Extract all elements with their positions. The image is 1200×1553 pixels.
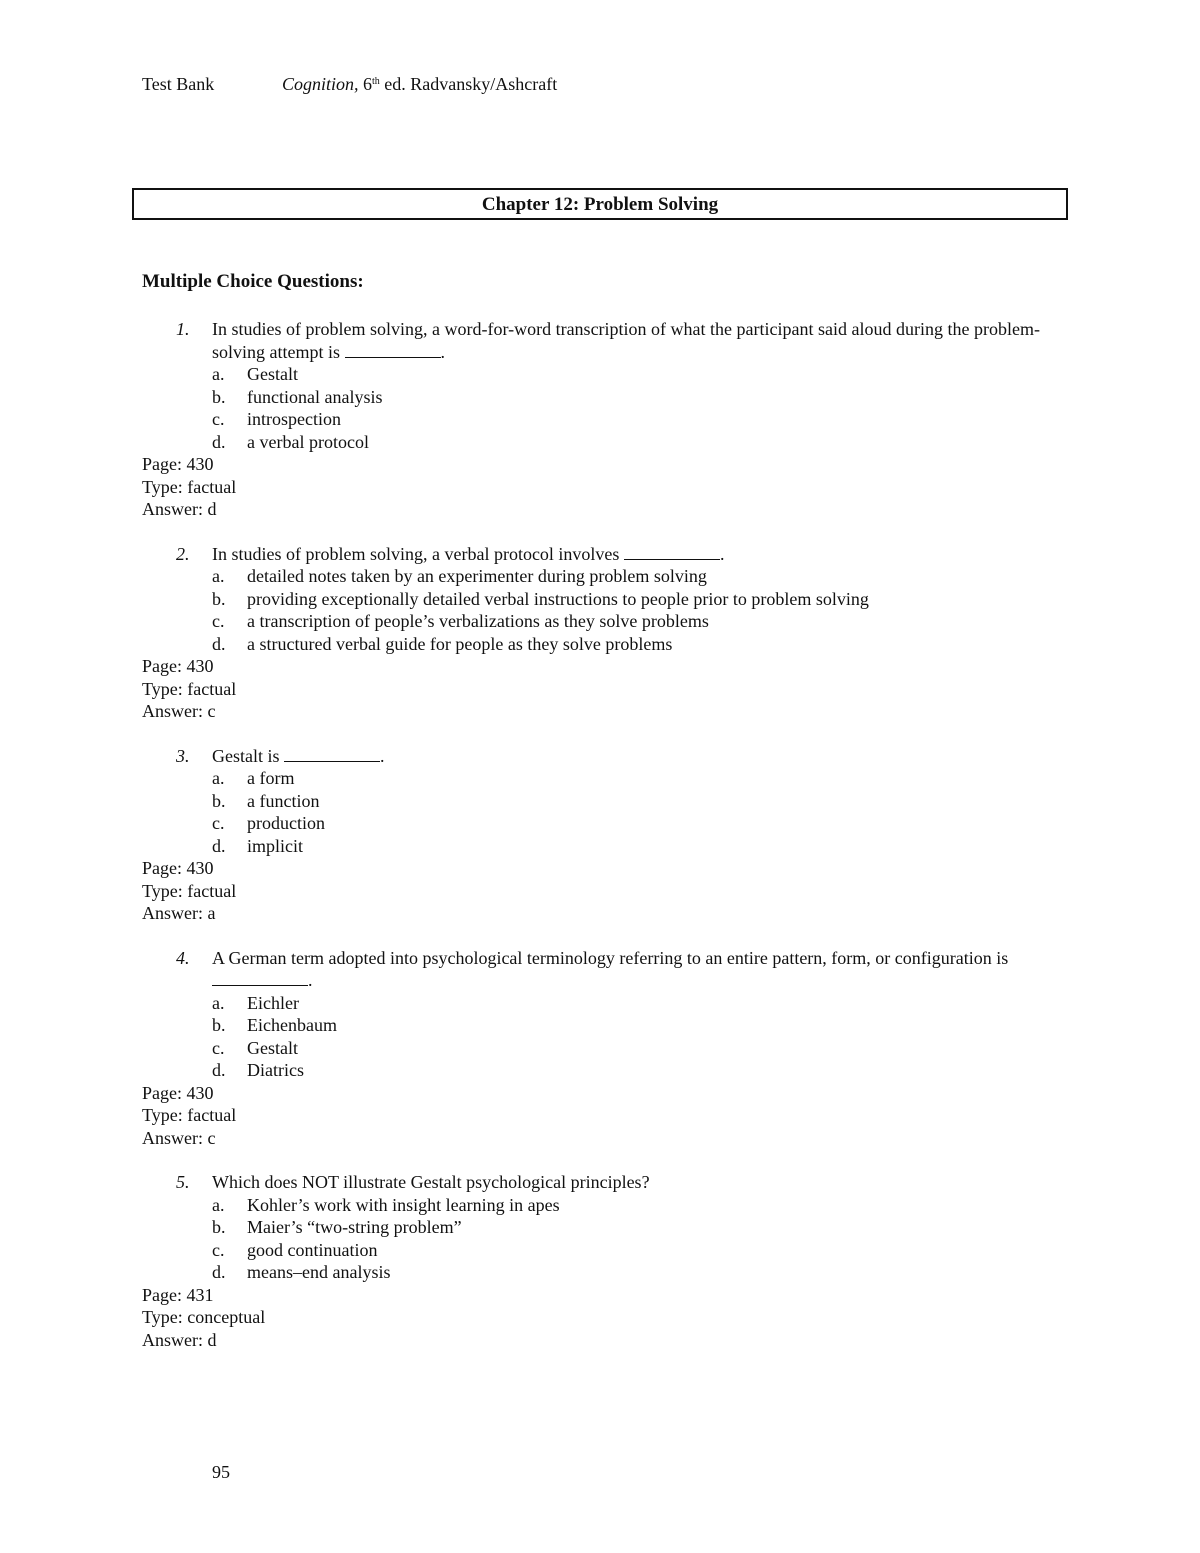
answer-value: d [207, 1329, 217, 1350]
option-letter: c. [212, 813, 225, 833]
option-text: good continuation [247, 1239, 378, 1260]
section-heading: Multiple Choice Questions: [142, 271, 364, 292]
answer-label: Answer: [142, 1329, 208, 1350]
option-letter: a. [212, 364, 225, 384]
option-text: a transcription of people’s verbalizations as they solve problems [247, 611, 709, 631]
option-letter: a. [212, 992, 225, 1013]
question-type [142, 678, 1062, 701]
question-number: 2. [176, 543, 190, 564]
question-text: A German term adopted into psychological terminology referring to an entire pattern, form, or configuration is [212, 947, 1009, 968]
page-value: 431 [186, 1284, 214, 1305]
option-c [142, 610, 1062, 633]
page-reference [142, 857, 1062, 880]
answer-key [142, 498, 1062, 521]
option-text: Gestalt [247, 1037, 298, 1058]
question-number: 3. [176, 745, 190, 766]
option-text: a function [247, 790, 320, 811]
option-list [142, 363, 1062, 453]
page-label: Page: [142, 858, 187, 878]
option-c [142, 812, 1062, 835]
chapter-title: Chapter 12: Problem Solving [132, 188, 1068, 220]
option-list [142, 565, 1062, 655]
page-reference [142, 655, 1062, 678]
question-2 [142, 543, 1062, 723]
page-label: Page: [142, 656, 187, 676]
type-value: factual [187, 1105, 237, 1125]
answer-key [142, 700, 1062, 723]
option-text: Diatrics [247, 1060, 304, 1080]
type-label: Type: [142, 678, 188, 699]
question-type [142, 1306, 1062, 1329]
page-label: Page: [142, 454, 187, 474]
type-label: Type: [142, 1105, 188, 1125]
option-letter: b. [212, 790, 226, 811]
answer-label: Answer: [142, 903, 208, 923]
option-letter: d. [212, 431, 226, 452]
question-4 [142, 947, 1062, 1150]
type-label: Type: [142, 1307, 188, 1327]
question-1 [142, 318, 1062, 521]
answer-blank [345, 342, 441, 358]
option-d [142, 1059, 1062, 1082]
option-list [142, 992, 1062, 1082]
option-letter: b. [212, 1015, 226, 1035]
answer-label: Answer: [142, 499, 208, 519]
answer-blank [284, 746, 380, 762]
option-letter: d. [212, 1262, 226, 1282]
option-a [142, 767, 1062, 790]
question-stem [142, 543, 1062, 566]
answer-key [142, 902, 1062, 925]
answer-blank [212, 970, 308, 986]
option-letter: c. [212, 1037, 225, 1058]
header-book-title: Cognition, [282, 74, 359, 94]
option-b [142, 790, 1062, 813]
type-value: factual [187, 476, 237, 497]
question-text-end: . [440, 341, 445, 362]
question-list [142, 318, 1062, 1373]
question-stem [142, 318, 1062, 363]
question-5 [142, 1171, 1062, 1351]
option-letter: d. [212, 835, 226, 856]
type-value: factual [187, 880, 237, 901]
option-b [142, 386, 1062, 409]
question-text-end: . [380, 745, 385, 766]
option-c [142, 1037, 1062, 1060]
answer-blank [624, 544, 720, 560]
answer-value: d [207, 499, 217, 519]
page-value: 430 [186, 1082, 214, 1103]
question-text-end: . [308, 970, 313, 990]
option-list [142, 767, 1062, 857]
option-text: Maier’s “two-string problem” [247, 1217, 462, 1237]
answer-label: Answer: [142, 1127, 208, 1148]
option-letter: d. [212, 1060, 226, 1080]
option-a [142, 992, 1062, 1015]
option-text: Kohler’s work with insight learning in apes [247, 1194, 560, 1215]
answer-label: Answer: [142, 701, 208, 721]
option-text: a structured verbal guide for people as they solve problems [247, 633, 673, 654]
option-text: a verbal protocol [247, 431, 369, 452]
option-text: providing exceptionally detailed verbal instructions to people prior to problem solving [247, 588, 869, 609]
question-text: Which does NOT illustrate Gestalt psychological principles? [212, 1172, 650, 1192]
option-text: Eichenbaum [247, 1015, 337, 1035]
option-text: detailed notes taken by an experimenter during problem solving [247, 566, 707, 586]
question-number: 1. [176, 319, 190, 339]
running-header [142, 70, 557, 96]
type-value: factual [187, 678, 237, 699]
question-stem [142, 745, 1062, 768]
option-text: functional analysis [247, 386, 383, 407]
question-stem [142, 1171, 1062, 1194]
answer-value: c [207, 1127, 216, 1148]
option-text: implicit [247, 835, 303, 856]
question-type [142, 476, 1062, 499]
option-text: production [247, 813, 325, 833]
header-edition-number: 6 [358, 74, 373, 94]
question-text-end: . [719, 543, 725, 564]
option-text: Gestalt [247, 364, 298, 384]
option-letter: a. [212, 1194, 225, 1215]
option-letter: c. [212, 1239, 225, 1260]
question-3 [142, 745, 1062, 925]
page-value: 430 [186, 858, 214, 878]
page-label: Page: [142, 1082, 187, 1103]
option-letter: c. [212, 409, 225, 429]
option-d [142, 431, 1062, 454]
question-text: In studies of problem solving, a word-for-word transcription of what the participant said aloud during the problem-solving attempt is [212, 319, 1040, 362]
option-letter: b. [212, 386, 226, 407]
answer-key [142, 1329, 1062, 1352]
option-letter: a. [212, 768, 225, 788]
page-label: Page: [142, 1284, 187, 1305]
question-type [142, 880, 1062, 903]
option-text: Eichler [247, 992, 299, 1013]
option-a [142, 565, 1062, 588]
answer-value: c [207, 701, 216, 721]
header-test-bank: Test Bank [142, 74, 215, 94]
option-d [142, 1261, 1062, 1284]
option-letter: b. [212, 588, 226, 609]
option-a [142, 363, 1062, 386]
type-label: Type: [142, 880, 188, 901]
option-c [142, 408, 1062, 431]
page-reference [142, 1082, 1062, 1105]
option-letter: a. [212, 566, 225, 586]
option-d [142, 835, 1062, 858]
option-c [142, 1239, 1062, 1262]
answer-key [142, 1127, 1062, 1150]
option-a [142, 1194, 1062, 1217]
question-text: In studies of problem solving, a verbal protocol involves [212, 543, 624, 564]
option-text: introspection [247, 409, 341, 429]
option-text: means–end analysis [247, 1262, 391, 1282]
question-type [142, 1104, 1062, 1127]
option-b [142, 1216, 1062, 1239]
question-number: 4. [176, 947, 190, 968]
page-number: 95 [212, 1462, 230, 1482]
question-stem [142, 947, 1062, 992]
page-value: 430 [186, 454, 214, 474]
option-letter: c. [212, 611, 225, 631]
type-value: conceptual [187, 1307, 266, 1327]
option-d [142, 633, 1062, 656]
header-edition-superscript: th [372, 76, 380, 87]
option-letter: b. [212, 1217, 226, 1237]
answer-value: a [207, 903, 216, 923]
option-b [142, 1014, 1062, 1037]
option-text: a form [247, 768, 295, 788]
page-value: 430 [186, 656, 214, 676]
question-number: 5. [176, 1172, 190, 1192]
option-letter: d. [212, 633, 226, 654]
page-reference [142, 1284, 1062, 1307]
option-list [142, 1194, 1062, 1284]
type-label: Type: [142, 476, 188, 497]
question-text: Gestalt is [212, 745, 284, 766]
page-reference [142, 453, 1062, 476]
option-b [142, 588, 1062, 611]
header-edition-authors: ed. Radvansky/Ashcraft [379, 74, 558, 94]
